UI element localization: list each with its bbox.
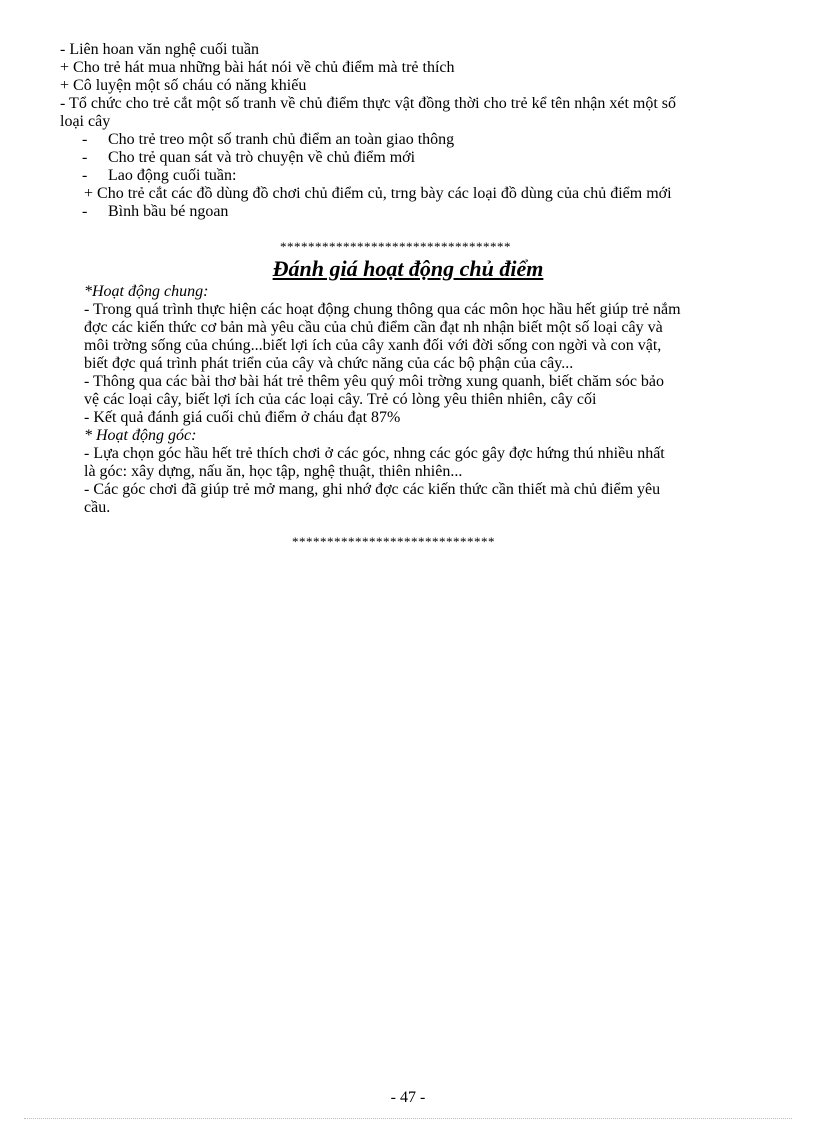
general-paragraph-line: - Trong quá trình thực hiện các hoạt động chung thông qua các môn học hầu hết giúp trẻ nắm xyxy=(84,301,681,318)
dash-mark: - xyxy=(82,149,88,166)
line-cat-do-dung: + Cho trẻ cắt các đồ dùng đồ chơi chủ điểm củ, trng bày các loại đồ dùng của chủ điểm mới xyxy=(84,185,672,202)
general-heading: *Hoạt động chung: xyxy=(84,283,209,300)
list-item-binh-bau xyxy=(82,203,228,221)
footer-dotted-rule xyxy=(24,1118,792,1119)
list-item-text: Cho trẻ quan sát và trò chuyện về chủ điểm mới xyxy=(108,149,416,166)
line-lien-hoan: - Liên hoan văn nghệ cuối tuần xyxy=(60,41,260,58)
separator-stars-end: ***************************** xyxy=(292,534,495,549)
corner-heading: * Hoạt động góc: xyxy=(84,427,197,444)
list-item-lao-dong xyxy=(82,167,236,185)
page-number: - 47 - xyxy=(390,1089,426,1106)
section-title: Đánh giá hoạt động chủ điểm xyxy=(272,256,544,281)
corner-paragraph-line: - Các góc chơi đã giúp trẻ mở mang, ghi nhớ đợc các kiến thức cần thiết mà chủ điểm yêu xyxy=(84,481,661,498)
corner-paragraph-line: cầu. xyxy=(84,499,111,516)
dash-mark: - xyxy=(82,131,88,148)
dash-mark: - xyxy=(82,203,88,220)
list-item-quan-sat xyxy=(82,149,415,167)
corner-paragraph-line: - Lựa chọn góc hầu hết trẻ thích chơi ở các góc, nhng các góc gây đợc hứng thú nhiều nhất xyxy=(84,445,665,462)
dash-mark: - xyxy=(82,167,88,184)
corner-paragraph-line: là góc: xây dựng, nấu ăn, học tập, nghệ thuật, thiên nhiên... xyxy=(84,463,463,480)
general-paragraph-line: môi trờng sống của chúng...biết lợi ích của cây xanh đối với đời sống con ngời và con vật, xyxy=(84,337,662,354)
list-item-text: Cho trẻ treo một số tranh chủ điểm an toàn giao thông xyxy=(108,131,455,148)
general-result-line: - Kết quả đánh giá cuối chủ điểm ở cháu đạt 87% xyxy=(84,409,401,426)
line-nang-khieu: + Cô luyện một số cháu có năng khiếu xyxy=(60,77,307,94)
general-paragraph-line: - Thông qua các bài thơ bài hát trẻ thêm yêu quý môi trờng xung quanh, biết chăm sóc bảo xyxy=(84,373,665,390)
general-paragraph-line: đợc các kiến thức cơ bản mà yêu cầu của chủ điểm cần đạt nh nhận biết một số loại cây và xyxy=(84,319,663,336)
general-paragraph-line: vệ các loại cây, biết lợi ích của các loại cây. Trẻ có lòng yêu thiên nhiên, cây cối xyxy=(84,391,597,408)
list-item-treo-tranh xyxy=(82,131,454,149)
list-item-text: Lao động cuối tuần: xyxy=(108,167,237,184)
line-hat-mua: + Cho trẻ hát mua những bài hát nói về chủ điểm mà trẻ thích xyxy=(60,59,455,76)
general-paragraph-line: biết đợc quá trình phát triển của cây và chức năng của các bộ phận của cây... xyxy=(84,355,574,372)
list-item-text: Bình bầu bé ngoan xyxy=(108,203,229,220)
separator-stars: ********************************* xyxy=(280,239,511,254)
line-cat-tranh: - Tổ chức cho trẻ cắt một số tranh về chủ điểm thực vật đồng thời cho trẻ kể tên nhận xét một số xyxy=(60,95,677,112)
line-loai-cay: loại cây xyxy=(60,113,111,130)
